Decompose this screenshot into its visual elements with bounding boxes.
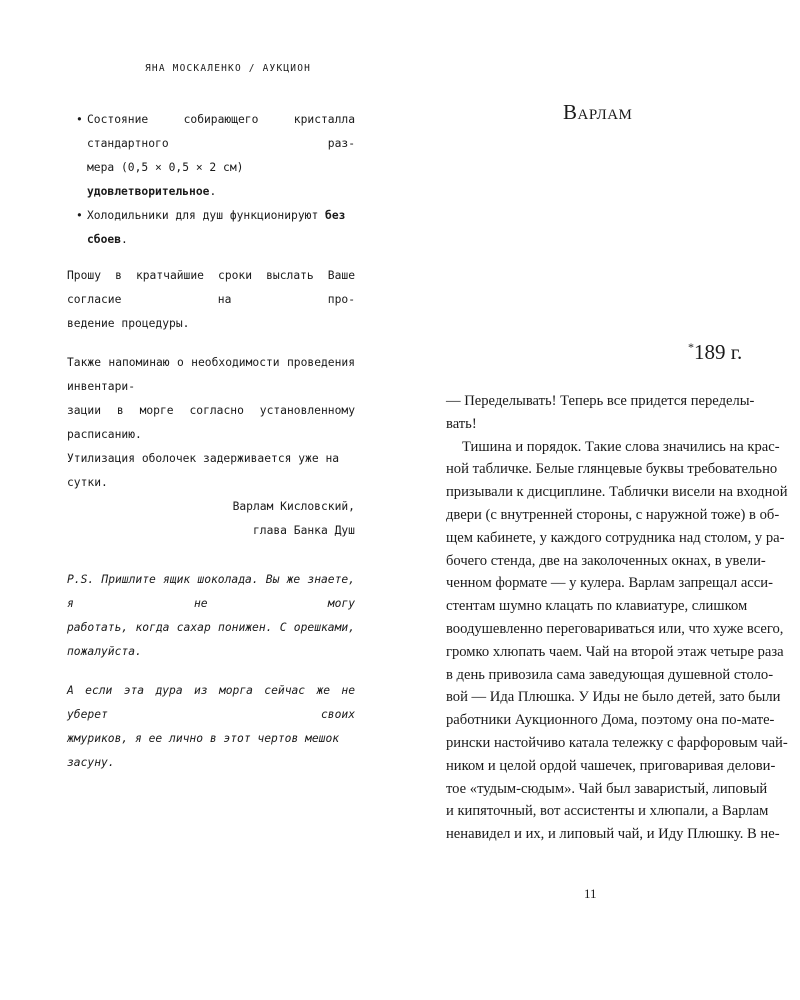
text-line: работать, когда сахар понижен. С орешками, пожалуйста.: [67, 621, 355, 658]
text-line: тое «тудым-сюдым». Чай был заваристый, липовый: [446, 780, 768, 797]
left-column: [67, 108, 355, 775]
text-line: ченном формате — у кулера. Варлам запрещал асси-: [446, 575, 773, 592]
text-line: и кипяточный, вот ассистенты и хлюпали, а Варлам: [446, 803, 769, 820]
paragraph-request: [67, 264, 355, 336]
text-line: мера (0,5 × 0,5 × 2 см) удовлетворительное.: [87, 161, 244, 198]
text-line: жмуриков, я ее лично в этот чертов мешок засуну.: [67, 732, 340, 769]
text-line: P.S. Пришлите ящик шоколада. Вы же знаете, я не могу: [67, 573, 355, 610]
bold-text: удовлетворительное: [87, 185, 210, 198]
paragraph-inventory: [67, 351, 355, 495]
text-line: воодушевленно переговариваться или, что хуже всего,: [446, 620, 784, 637]
text-line: бочего стенда, две на заколоченных окнах, в увели-: [446, 552, 766, 569]
text-line: ной табличке. Белые глянцевые буквы требовательно: [446, 461, 778, 478]
text-line: А если эта дура из морга сейчас же не уберет своих: [67, 684, 355, 721]
postscript-addendum: [67, 679, 355, 775]
year-asterisk: *: [688, 340, 694, 354]
running-head: ЯНА МОСКАЛЕНКО / АУКЦИОН: [145, 63, 312, 74]
text-line: двери (с внутренней стороны, с наружной тоже) в об-: [446, 506, 780, 523]
text-line: ненавидел и их, и липовый чай, и Иду Плюшку. В не-: [446, 826, 780, 843]
text-line: — Переделывать! Теперь все придется переделы-: [446, 393, 755, 409]
text-line: в день привозила сама заведующая душевной столо-: [446, 666, 774, 683]
signature-name: Варлам Кисловский,: [232, 500, 355, 513]
postscript: [67, 568, 355, 664]
text-line: щем кабинете, у каждого сотрудника над столом, у ра-: [446, 529, 785, 546]
page-number: 11: [584, 886, 597, 901]
body-text: [446, 390, 788, 846]
text-line: вой — Ида Плюшка. У Иды не было детей, зато были: [446, 689, 781, 706]
chapter-title: Варлам: [563, 100, 633, 124]
text-line: Утилизация оболочек задерживается уже на сутки.: [67, 452, 340, 489]
text-line: ведение процедуры.: [67, 317, 190, 330]
signature: [67, 495, 355, 543]
text-line: вать!: [446, 415, 477, 432]
text-line: Также напоминаю о необходимости проведения инвентари-: [67, 356, 355, 393]
bullet-list: [67, 108, 355, 252]
text-line: рински настойчиво катала тележку с фарфоровым чай-: [446, 734, 788, 751]
signature-title: глава Банка Душ: [252, 524, 355, 537]
text-line: работники Аукционного Дома, поэтому она по-мате-: [446, 712, 775, 729]
text-line: Прошу в кратчайшие сроки выслать Ваше согласие на про-: [67, 269, 355, 306]
text-line: призывали к дисциплине. Таблички висели на входной: [446, 484, 788, 501]
text-line: Тишина и порядок. Такие слова значились на крас-: [462, 438, 780, 455]
year-text: 189 г.: [694, 340, 743, 364]
text-line: зации в морге согласно установленному расписанию.: [67, 404, 355, 441]
chapter-year: [688, 340, 742, 365]
text-line: • Состояние собирающего кристалла стандартного раз-: [87, 113, 355, 150]
bullet-item-fridges: • Холодильники для душ функционируют без сбоев.: [67, 204, 355, 252]
bold-text: без сбоев: [87, 209, 346, 246]
text-line: стентам шумно клацать по клавиатуре, слишком: [446, 598, 748, 615]
text-line: ником и целой ордой чашечек, приговаривая делови-: [446, 757, 776, 774]
text-line: громко хлюпать чаем. Чай на второй этаж четыре раза: [446, 643, 784, 660]
